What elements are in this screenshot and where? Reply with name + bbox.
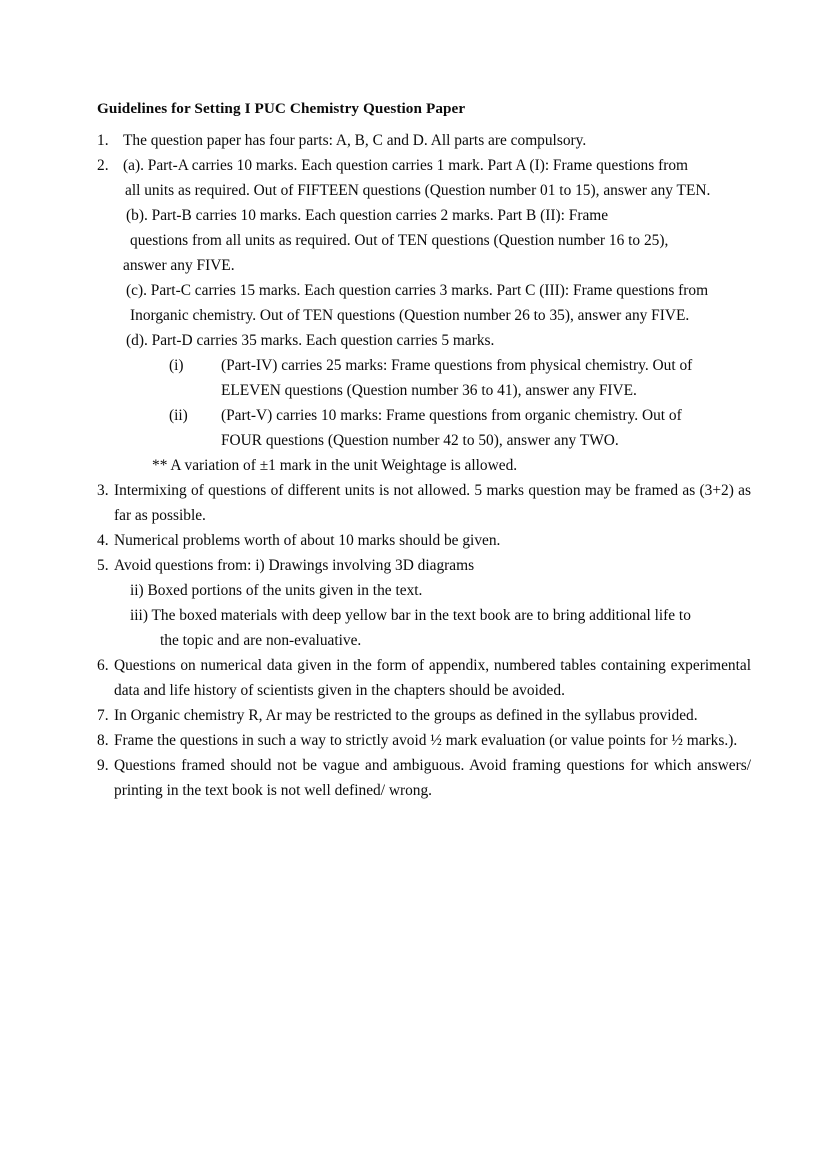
list-item-4-body	[114, 528, 751, 553]
list-item-7-number: 7.	[97, 707, 109, 724]
sub-item-roman-ii	[123, 403, 751, 453]
list-item-2-number: 2.	[97, 157, 109, 174]
list-item-2-body	[123, 153, 751, 478]
list-item-7	[97, 703, 751, 728]
sub-item-roman-i-line-2: ELEVEN questions (Question number 36 to 41), answer any FIVE.	[221, 382, 637, 399]
list-item-7-text: In Organic chemistry R, Ar may be restricted to the groups as defined in the syllabus provided.	[114, 707, 698, 724]
list-item-8-text: Frame the questions in such a way to strictly avoid ½ mark evaluation (or value points for ½ marks.).	[114, 732, 738, 749]
list-item-2a-line-1: (a). Part-A carries 10 marks. Each question carries 1 mark. Part A (I): Frame questions from	[123, 157, 689, 174]
list-item-6-text: Questions on numerical data given in the form of appendix, numbered tables containing experimental data and life history of scientists given in the chapters should be avoided.	[114, 657, 751, 699]
list-item-9	[97, 753, 751, 803]
list-item-7-body	[114, 703, 751, 728]
list-item-2d-line-1: (d). Part-D carries 35 marks. Each question carries 5 marks.	[126, 332, 495, 349]
list-item-9-number: 9.	[97, 757, 109, 774]
list-item-3-text: Intermixing of questions of different units is not allowed. 5 marks question may be framed as (3+2) as far as possible.	[114, 482, 751, 524]
list-item-5-sub-iii: iii) The boxed materials with deep yellow bar in the text book are to bring additional life to	[130, 607, 691, 624]
list-item-4	[97, 528, 751, 553]
list-item-6-number: 6.	[97, 657, 109, 674]
list-item-9-text: Questions framed should not be vague and ambiguous. Avoid framing questions for which answers/ printing in the text book is not well defined/ wrong.	[114, 757, 751, 799]
list-item-2b-line-3: answer any FIVE.	[123, 257, 235, 274]
list-item-2b-line-2: questions from all units as required. Out of TEN questions (Question number 16 to 25),	[130, 232, 669, 249]
list-item-2b-line-1: (b). Part-B carries 10 marks. Each question carries 2 marks. Part B (II): Frame	[126, 207, 609, 224]
variation-note: ** A variation of ±1 mark in the unit Weightage is allowed.	[152, 457, 518, 474]
sub-item-roman-i-line-1: (Part-IV) carries 25 marks: Frame questions from physical chemistry. Out of	[221, 357, 693, 374]
list-item-2c-line-2: Inorganic chemistry. Out of TEN questions (Question number 26 to 35), answer any FIVE.	[130, 307, 690, 324]
sub-item-roman-i	[123, 353, 751, 403]
list-item-1-number: 1.	[97, 132, 109, 149]
list-item-5	[97, 553, 751, 653]
list-item-5-sub-ii: ii) Boxed portions of the units given in the text.	[130, 582, 423, 599]
list-item-3-number: 3.	[97, 482, 109, 499]
list-item-8-number: 8.	[97, 732, 109, 749]
list-item-2	[97, 153, 751, 478]
document-body	[97, 96, 751, 803]
list-item-8	[97, 728, 751, 753]
list-item-1-body	[123, 128, 751, 153]
list-item-2c-line-1: (c). Part-C carries 15 marks. Each question carries 3 marks. Part C (III): Frame questions from	[126, 282, 709, 299]
list-item-3	[97, 478, 751, 528]
list-item-3-body	[114, 478, 751, 528]
list-item-4-number: 4.	[97, 532, 109, 549]
list-item-1	[97, 128, 751, 153]
list-item-5-line-1: Avoid questions from: i) Drawings involving 3D diagrams	[114, 557, 475, 574]
list-item-5-number: 5.	[97, 557, 109, 574]
list-item-1-line-1: The question paper has four parts: A, B, C and D. All parts are compulsory.	[123, 132, 587, 149]
sub-item-roman-ii-line-2: FOUR questions (Question number 42 to 50), answer any TWO.	[221, 432, 619, 449]
list-item-6-body	[114, 653, 751, 703]
list-item-8-body	[114, 728, 751, 753]
list-item-5-body	[114, 553, 751, 653]
list-item-9-body	[114, 753, 751, 803]
list-item-5-sub-iii-continuation: the topic and are non-evaluative.	[160, 632, 362, 649]
list-item-4-text: Numerical problems worth of about 10 marks should be given.	[114, 532, 501, 549]
sub-item-roman-ii-number: (ii)	[169, 407, 188, 424]
page-title: Guidelines for Setting I PUC Chemistry Question Paper	[97, 100, 466, 117]
sub-item-roman-i-number: (i)	[169, 357, 184, 374]
list-item-2a-line-2: all units as required. Out of FIFTEEN questions (Question number 01 to 15), answer any TEN.	[125, 182, 711, 199]
sub-item-roman-ii-line-1: (Part-V) carries 10 marks: Frame questions from organic chemistry. Out of	[221, 407, 682, 424]
list-item-6	[97, 653, 751, 703]
